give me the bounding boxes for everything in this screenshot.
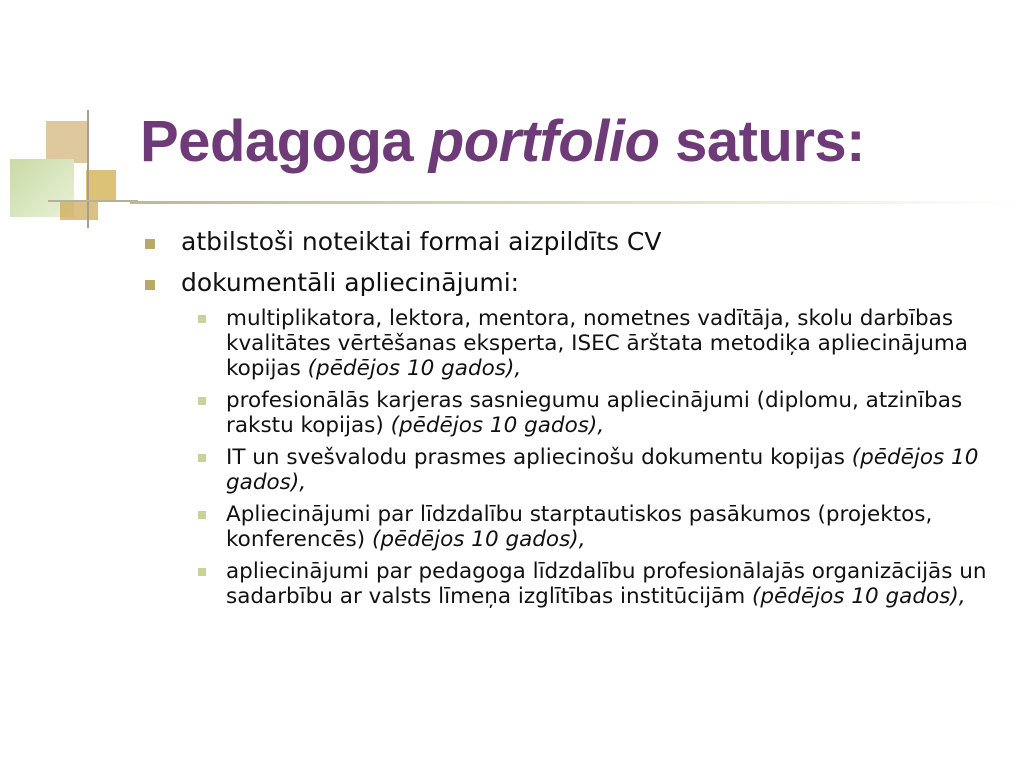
slide-title (140, 108, 865, 175)
sub-bullet-note: (pēdējos 10 gados), (226, 445, 979, 495)
bullet-item (145, 267, 1005, 299)
bullet-item (145, 226, 1005, 258)
sub-bullet-text: apliecinājumi par pedagoga līdzdalību profesionālajās organizācijās un sadarbību ar valsts līmeņa izglītības institūcijām (226, 559, 987, 609)
title-italic-word: portfolio (428, 109, 660, 174)
sub-bullet-note: (pēdējos 10 gados), (371, 527, 586, 552)
square-bullet-icon (145, 280, 155, 290)
sub-bullet-item (198, 306, 1005, 381)
square-bullet-icon (198, 511, 206, 519)
square-bullet-icon (198, 397, 206, 405)
square-bullet-icon (198, 568, 206, 576)
sub-bullet-note: (pēdējos 10 gados), (307, 356, 522, 381)
title-part-2: saturs: (675, 109, 865, 174)
decor-square-gold-small (60, 200, 98, 220)
sub-bullet-list (198, 306, 1005, 609)
sub-bullet-note: (pēdējos 10 gados), (752, 584, 966, 609)
sub-bullet-text: IT un svešvalodu prasmes apliecinošu dokumentu kopijas (226, 445, 845, 470)
sub-bullet-item (198, 445, 1005, 495)
bullet-text: dokumentāli apliecinājumi: (181, 268, 520, 297)
sub-bullet-text: Apliecinājumi par līdzdalību starptautiskos pasākumos (projektos, konferencēs) (226, 502, 933, 552)
square-bullet-icon (198, 315, 206, 323)
bullet-text: atbilstoši noteiktai formai aizpildīts CV (181, 227, 662, 256)
sub-bullet-item (198, 559, 1005, 609)
sub-bullet-item (198, 388, 1005, 438)
sub-bullet-note: (pēdējos 10 gados), (390, 413, 605, 438)
slide-content (145, 226, 1005, 616)
decor-horizontal-line (48, 200, 138, 202)
title-underline (130, 201, 1020, 204)
decor-square-tan (46, 121, 88, 163)
title-part-1: Pedagoga (140, 109, 414, 174)
sub-bullet-text: multiplikatora, lektora, mentora, nometnes vadītāja, skolu darbības kvalitātes vērtēšanas eksperta, ISEC ārštata metodiķa apliecinājuma kopijas (226, 306, 968, 381)
sub-bullet-text: profesionālās karjeras sasniegumu apliecinājumi (diplomu, atzinības rakstu kopijas) (226, 388, 963, 438)
decor-square-gold (86, 170, 116, 200)
square-bullet-icon (198, 454, 206, 462)
sub-bullet-item (198, 502, 1005, 552)
square-bullet-icon (145, 239, 155, 249)
decor-vertical-line (87, 110, 89, 228)
